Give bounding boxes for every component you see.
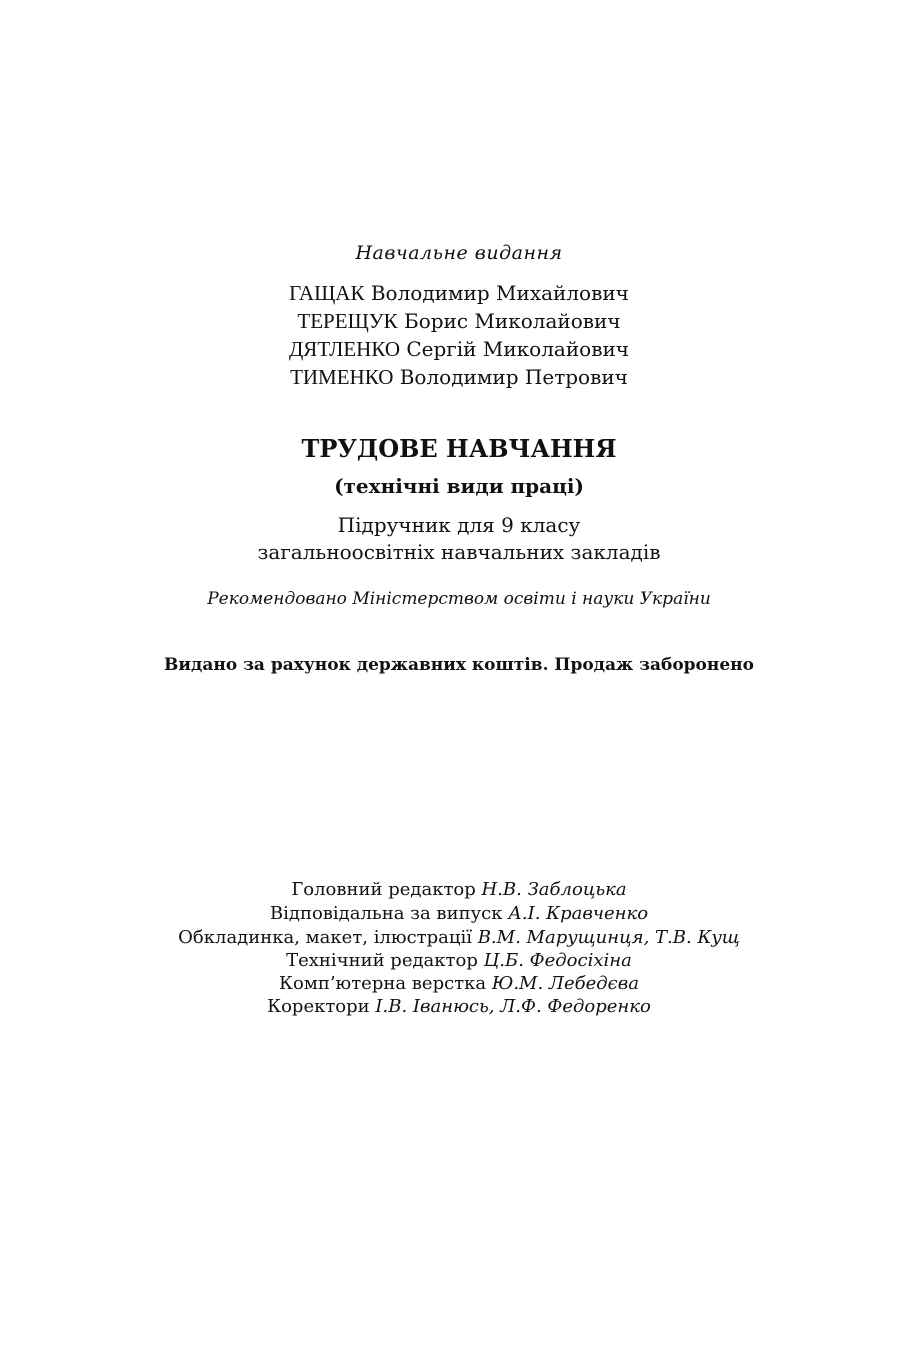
credit-role: Головний редактор [291, 879, 476, 900]
credit-line [0, 927, 918, 948]
author-line [0, 363, 918, 391]
author-line [0, 335, 918, 363]
description-line: загальноосвітніх навчальних закладів [257, 540, 661, 564]
author-surname: ТЕРЕЩУК [297, 309, 398, 333]
author-surname: ТИМЕНКО [290, 365, 394, 389]
credit-line [0, 996, 918, 1017]
author-line [0, 307, 918, 335]
author-given-name: Володимир Михайлович [370, 281, 629, 305]
credit-line [0, 879, 918, 900]
credit-role: Коректори [267, 996, 370, 1017]
author-line [0, 279, 918, 307]
book-title: ТРУДОВЕ НАВЧАННЯ [301, 434, 617, 463]
author-given-name: Борис Миколайович [404, 309, 621, 333]
credit-line [0, 950, 918, 971]
author-surname: ДЯТЛЕНКО [288, 337, 400, 361]
book-subtitle: (технічні види праці) [334, 474, 584, 498]
credit-role: Відповідальна за випуск [269, 903, 503, 924]
credit-name: А.І. Кравченко [508, 903, 649, 924]
edition-label: Навчальне видання [355, 242, 563, 264]
credit-name: Ц.Б. Федосіхіна [483, 950, 632, 971]
credit-line [0, 903, 918, 924]
credit-name: В.М. Марущинця, Т.В. Кущ [477, 927, 740, 948]
credit-name: Ю.М. Лебедєва [491, 973, 639, 994]
author-surname: ГАЩАК [289, 281, 365, 305]
credit-role: Обкладинка, макет, ілюстрації [178, 927, 472, 948]
credit-line [0, 973, 918, 994]
credit-name: Н.В. Заблоцька [481, 879, 627, 900]
ministry-recommendation: Рекомендовано Міністерством освіти і науки України [207, 589, 711, 609]
credit-role: Технічний редактор [286, 950, 478, 971]
funding-notice: Видано за рахунок державних коштів. Продаж заборонено [164, 655, 754, 675]
credit-role: Комп’ютерна верстка [279, 973, 487, 994]
author-given-name: Сергій Миколайович [406, 337, 630, 361]
description-line: Підручник для 9 класу [337, 513, 581, 537]
credit-name: І.В. Іванюсь, Л.Ф. Федоренко [375, 996, 651, 1017]
author-given-name: Володимир Петрович [399, 365, 628, 389]
